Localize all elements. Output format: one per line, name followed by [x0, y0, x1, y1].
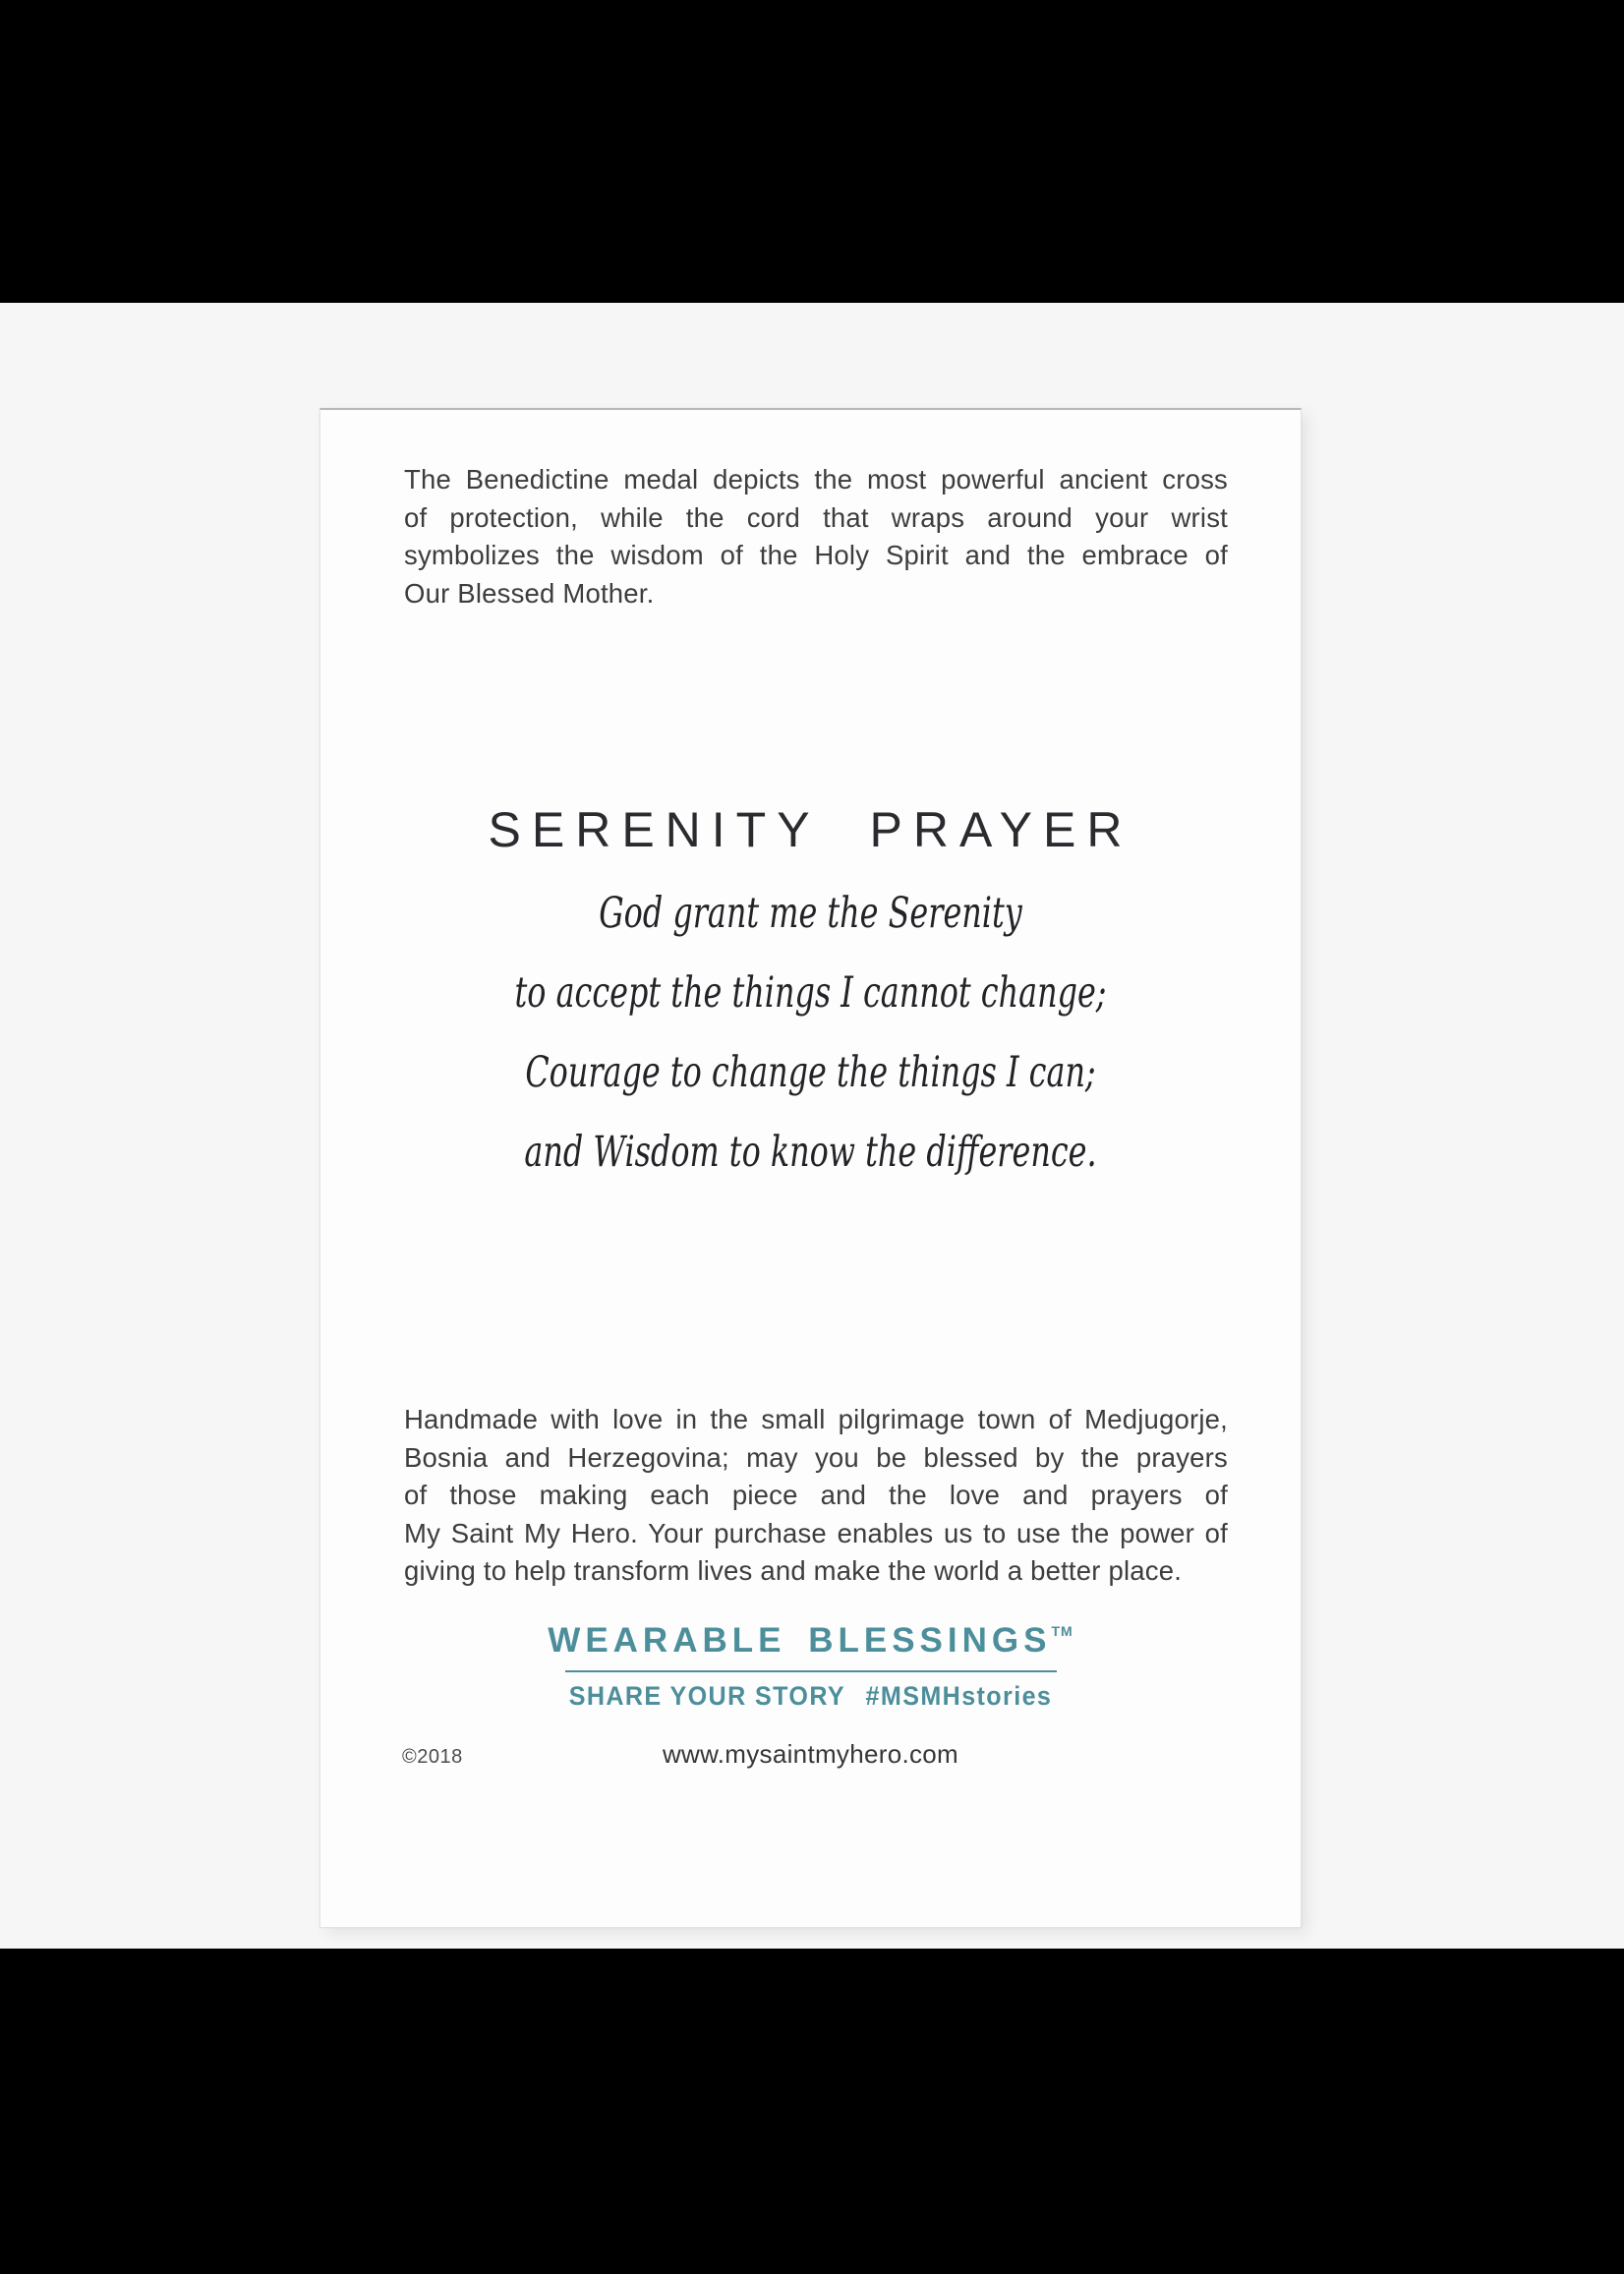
- body-line: of those making each piece and the love and prayers of: [404, 1480, 1228, 1510]
- body-paragraph: [404, 1401, 1228, 1591]
- share-label: SHARE YOUR STORY: [568, 1681, 846, 1711]
- body-line: My Saint My Hero. Your purchase enables us to use the power of: [404, 1517, 1228, 1548]
- card-title: SERENITY PRAYER: [488, 802, 1133, 857]
- brand-wordmark-text: WEARABLE BLESSINGS: [548, 1621, 1052, 1660]
- body-line: Bosnia and Herzegovina; may you be blessed by the prayers: [404, 1441, 1228, 1473]
- website-url: www.mysaintmyhero.com: [662, 1739, 959, 1769]
- copyright-note: ©2018: [402, 1746, 463, 1768]
- prayer-line: and Wisdom to know the difference.: [524, 1128, 1097, 1177]
- prayer-line: Courage to change the things I can;: [525, 1048, 1096, 1097]
- brand-divider: [565, 1670, 1057, 1672]
- intro-line: of protection, while the cord that wraps around your wrist: [404, 501, 1228, 533]
- photo-backdrop: [0, 303, 1624, 1949]
- intro-paragraph: [404, 461, 1228, 612]
- share-line: [355, 1681, 1266, 1712]
- intro-line: The Benedictine medal depicts the most powerful ancient cross: [404, 464, 1228, 495]
- prayer-line: God grant me the Serenity: [599, 889, 1022, 938]
- brand-block: [320, 1621, 1301, 1712]
- trademark-mark: TM: [1051, 1623, 1073, 1639]
- card-footer: [320, 1739, 1301, 1778]
- intro-line: symbolizes the wisdom of the Holy Spirit and the embrace of: [404, 540, 1228, 570]
- prayer-line: to accept the things I cannot change;: [514, 968, 1107, 1018]
- intro-line: Our Blessed Mother.: [404, 577, 655, 609]
- prayer-text: [320, 890, 1301, 1208]
- body-line: Handmade with love in the small pilgrimage town of Medjugorje,: [404, 1404, 1228, 1434]
- body-line: giving to help transform lives and make the world a better place.: [404, 1555, 1183, 1586]
- brand-wordmark: [320, 1621, 1301, 1661]
- hashtag: #MSMHstories: [865, 1681, 1053, 1711]
- prayer-card: [319, 408, 1302, 1928]
